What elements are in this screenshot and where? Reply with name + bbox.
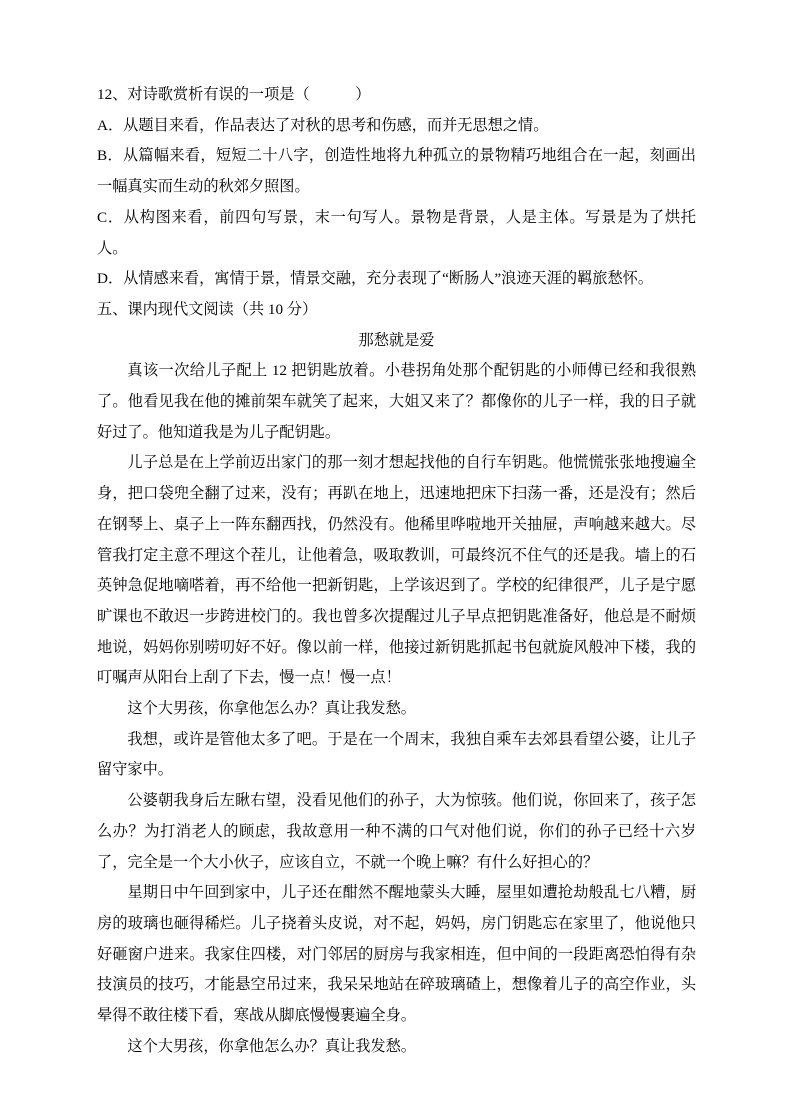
- essay-paragraph-1: 真该一次给儿子配上 12 把钥匙放着。小巷拐角处那个配钥匙的小师傅已经和我很熟了。他看见我在他的摊前架车就笑了起来，大姐又来了？都像你的儿子一样，我的日子就好过了。他知道我是为儿子配钥匙。: [97, 362, 696, 441]
- essay-paragraph-3: 这个大男孩，你拿他怎么办？真让我发愁。: [127, 700, 416, 718]
- question-option-d: D．从情感来看，寓情于景，情景交融，充分表现了“断肠人”浪迹天涯的羁旅愁怀。: [97, 270, 654, 288]
- section-heading: 五、课内现代文阅读（共 10 分）: [97, 300, 318, 318]
- question-option-a: A．从题目来看，作品表达了对秋的思考和伤感，而并无思想之情。: [97, 116, 549, 134]
- essay-paragraph-6: 星期日中午回到家中，儿子还在酣然不醒地蒙头大睡，屋里如遭抢劫般乱七八糟，厨房的玻璃也砸得稀烂。儿子挠着头皮说，对不起，妈妈，房门钥匙忘在家里了，他说他只好砸窗户进来。我家住四楼，对门邻居的厨房与我家相连，但中间的一段距离恐怕得有杂技演员的技巧，才能悬空吊过来，我呆呆地站在碎玻璃碴上，想像着儿子的高空作业，头晕得不敢往楼下看，寒战从脚底慢慢裹遍全身。: [97, 884, 696, 1025]
- question-option-b: B．从篇幅来看，短短二十八字，创造性地将九种孤立的景物精巧地组合在一起，刻画出一幅真实而生动的秋郊夕照图。: [97, 147, 696, 196]
- essay-paragraph-5: 公婆朝我身后左瞅右望，没看见他们的孙子，大为惊骇。他们说，你回来了，孩子怎么办？为打消老人的顾虑，我故意用一种不满的口气对他们说，你们的孙子已经十六岁了，完全是一个大小伙子，应该自立，不就一个晚上嘛？有什么好担心的？: [97, 792, 696, 871]
- essay-paragraph-2: 儿子总是在上学前迈出家门的那一刻才想起找他的自行车钥匙。他慌慌张张地搜遍全身，把口袋兜全翻了过来，没有；再趴在地上，迅速地把床下扫荡一番，还是没有；然后在钢琴上、桌子上一阵东翻西找，仍然没有。他稀里哗啦地开关抽屉，声响越来越大。尽管我打定主意不理这个茬儿，让他着急，吸取教训，可最终沉不住气的还是我。墙上的石英钟急促地嘀嗒着，再不给他一把新钥匙，上学该迟到了。学校的纪律很严，儿子是宁愿旷课也不敢迟一步跨进校门的。我也曾多次提醒过儿子早点把钥匙准备好，他总是不耐烦地说，妈妈你别唠叨好不好。像以前一样，他接过新钥匙抓起书包就旋风般冲下楼，我的叮嘱声从阳台上刮了下去，慢一点！慢一点！: [97, 454, 696, 687]
- essay-paragraph-7: 这个大男孩，你拿他怎么办？真让我发愁。: [127, 1037, 416, 1055]
- essay-title: 那愁就是爱: [358, 331, 435, 349]
- question-stem: 12、对诗歌赏析有误的一项是（ ）: [97, 86, 371, 103]
- essay-paragraph-4: 我想，或许是管他太多了吧。于是在一个周末，我独自乘车去郊县看望公婆，让儿子留守家中。: [97, 730, 696, 779]
- question-option-c: C．从构图来看，前四句写景，末一句写人。景物是背景，人是主体。写景是为了烘托人。: [97, 208, 696, 257]
